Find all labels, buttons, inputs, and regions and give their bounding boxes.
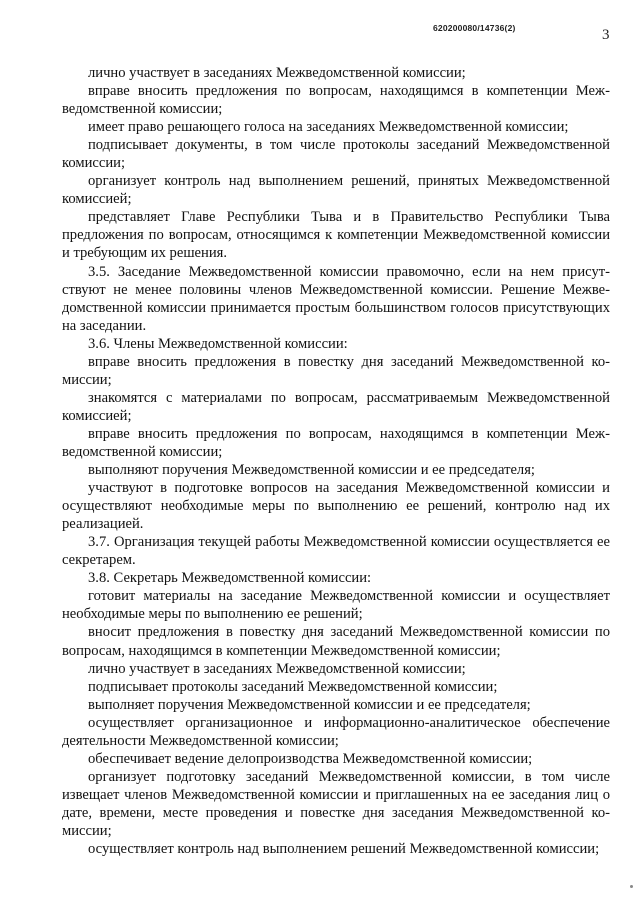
paragraph: вправе вносить предложения по вопросам, находящимся в компетенции Межведомственной комиссии; (62, 83, 610, 118)
paragraph: лично участвует в заседаниях Межведомственной комиссии; (88, 660, 466, 677)
paragraph: вправе вносить предложения в повестку дня заседаний Межведомственной комиссии; (62, 353, 610, 388)
paragraph: подписывает документы, в том числе протоколы заседаний Межведомственной комиссии; (62, 137, 610, 172)
section-3-6-heading: 3.6. Члены Межведомственной комиссии: (88, 335, 348, 352)
paragraph: обеспечивает ведение делопроизводства Межведомственной комиссии; (88, 750, 533, 767)
paragraph: лично участвует в заседаниях Межведомственной комиссии; (88, 65, 466, 81)
paragraph: осуществляет организационное и информационно-аналитическое обеспечение деятельности Межведомственной комиссии; (62, 714, 610, 749)
document-number: 620200080/14736(2) (433, 23, 516, 33)
paragraph: выполняет поручения Межведомственной комиссии и ее председателя; (88, 696, 531, 713)
scan-artifact (630, 885, 633, 888)
paragraph: организует контроль над выполнением решений, принятых Межведомственной комиссией; (62, 173, 610, 208)
section-3-5: 3.5. Заседание Межведомственной комиссии правомочно, если на нем присутствуют не менее половины членов Межведомственной комиссии. Решение Межведомственной комиссии принимается простым большинством голосов присутствующих на заседании. (62, 263, 610, 334)
paragraph: вправе вносить предложения по вопросам, находящимся в компетенции Межведомственной комиссии; (62, 425, 610, 460)
section-3-8-heading: 3.8. Секретарь Межведомственной комиссии: (88, 570, 372, 587)
document-body (62, 64, 610, 858)
paragraph: осуществляет контроль над выполнением решений Межведомственной комиссии; (88, 841, 600, 858)
paragraph: подписывает протоколы заседаний Межведомственной комиссии; (88, 678, 498, 695)
paragraph: знакомятся с материалами по вопросам, рассматриваемым Межведомственной комиссией; (62, 389, 610, 424)
paragraph: участвуют в подготовке вопросов на заседания Межведомственной комиссии и осуществляют необходимые меры по выполнению ее решений, контролю над их реализацией. (62, 480, 610, 533)
paragraph: представляет Главе Республики Тыва и в Правительство Республики Тыва предложения по вопросам, относящимся к компетенции Межведомственной комиссии и требующим их решения. (62, 209, 610, 262)
paragraph: организует подготовку заседаний Межведомственной комиссии, в том числе извещает членов Межведомственной комиссии и приглашенных на ее заседания лиц о дате, времени, месте проведения и повестке дня заседания Межведомственной комиссии; (62, 768, 610, 839)
page-number: 3 (602, 27, 610, 43)
paragraph: выполняют поручения Межведомственной комиссии и ее председателя; (88, 462, 535, 479)
section-3-7: 3.7. Организация текущей работы Межведомственной комиссии осуществляется ее секретарем. (62, 534, 610, 569)
paragraph: имеет право решающего голоса на заседаниях Межведомственной комиссии; (88, 119, 569, 136)
paragraph: готовит материалы на заседание Межведомственной комиссии и осуществляет необходимые меры по выполнению ее решений; (62, 588, 610, 623)
paragraph: вносит предложения в повестку дня заседаний Межведомственной комиссии по вопросам, находящимся в компетенции Межведомственной комиссии; (62, 624, 610, 659)
